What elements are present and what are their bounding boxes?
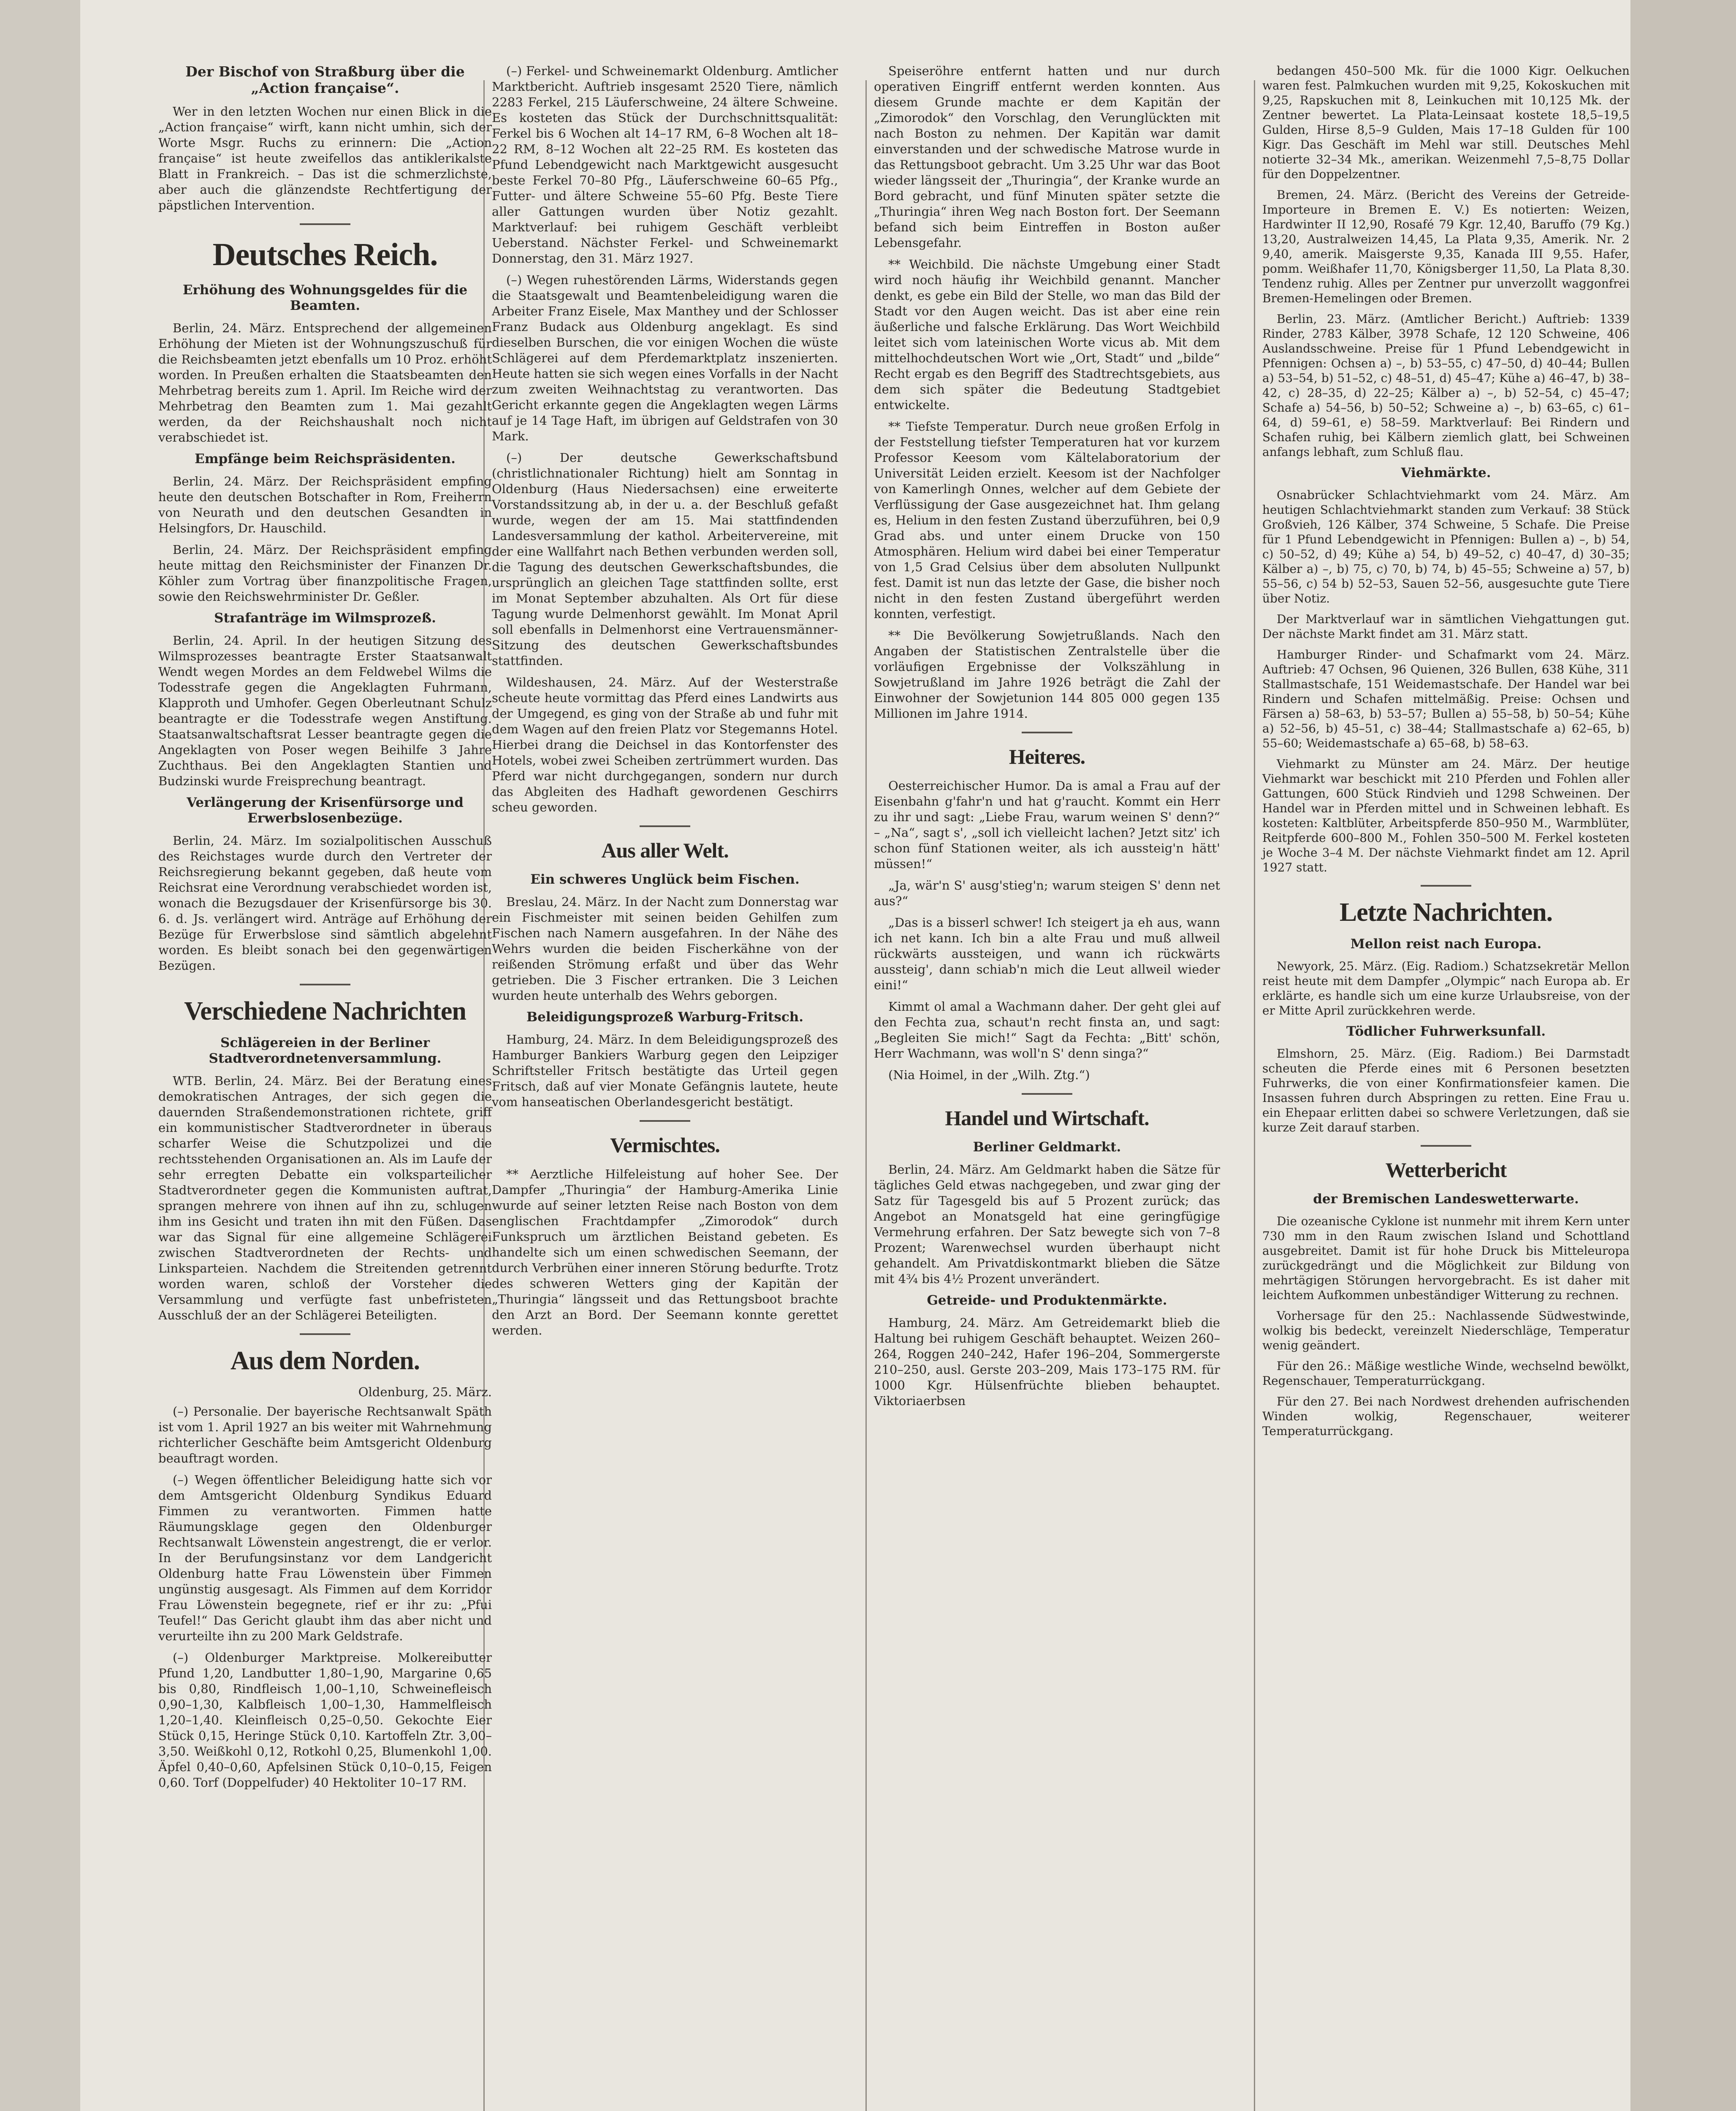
- article-paragraph: „Ja, wär'n S' ausg'stieg'n; warum steigen S' denn net aus?“: [874, 878, 1220, 908]
- section-heading: Letzte Nachrichten.: [1339, 898, 1553, 927]
- article-paragraph: Hamburger Rinder- und Schafmarkt vom 24. März. Auftrieb: 47 Ochsen, 96 Quienen, 326 Bullen, 638 Kühe, 311 Stallmastschafe, 151 Weidemastschafe. Der Handel war bei Rindern und Schafen mittelmäßig. Preise: Ochsen und Färsen a) 58–63, b) 53–57; Bullen a) 55–58, b) 50–54; Kühe a) 52–56, b) 45–51, c) 38–44; Stallmastschafe a) 62–65, b) 55–60; Weidemastschafe a) 65–68, b) 58–63.: [1262, 648, 1630, 750]
- article-paragraph: ** Aerztliche Hilfeleistung auf hoher See. Der Dampfer „Thuringia“ der Hamburg-Amerika Linie wurde auf seiner letzten Reise nach Boston von dem englischen Frachtdampfer „Zimorodok“ durch Funkspruch um ärztlichen Beistand gebeten. Es handelte sich um einen schwedischen Seemann, der durch Verbrühen einer inneren Störung bedurfte. Trotz des schweren Wetters ging der Kapitän der „Thuringia“ längsseit und das Rettungsboot brachte den Arzt an Bord. Der Seemann konnte gerettet werden.: [492, 1167, 838, 1338]
- article-paragraph: Für den 27. Bei nach Nordwest drehenden aufrischenden Winden wolkig, Regenschauer, weiterer Temperaturrückgang.: [1262, 1395, 1630, 1438]
- article-paragraph: (–) Wegen ruhestörenden Lärms, Widerstands gegen die Staatsgewalt und Beamtenbeleidigung waren die Arbeiter Franz Eisele, Max Manthey und der Schlosser Franz Budack aus Oldenburg angeklagt. Es sind dieselben Burschen, die vor einigen Wochen die wüste Schlägerei auf dem Pferdemarktplatz inszenierten. Heute hatten sie sich wegen eines Vorfalls in der Nacht zum zweiten Weihnachtstag zu verantworten. Das Gericht erkannte gegen die Angeklagten wegen Lärms auf je 14 Tage Haft, im übrigen auf Geldstrafen von 30 Mark.: [492, 273, 838, 443]
- article-paragraph: Berlin, 23. März. (Amtlicher Bericht.) Auftrieb: 1339 Rinder, 2783 Kälber, 3978 Schafe, 12 120 Schweine, 406 Auslandsschweine. Preise für 1 Pfund Lebendgewicht in Pfennigen: Ochsen a) –, b) 53–55, c) 47–50, d) 40–44; Bullen a) 53–54, b) 51–52, c) 48–51, d) 45–47; Kühe a) 46–47, b) 38–42, c) 28–35, d) 22–25; Kälber a) –, b) 52–54, c) 45–47; Schafe a) 54–56, b) 50–52; Schweine a) –, b) 63–65, c) 61–64, d) 59–61, e) 58–59. Marktverlauf: Bei Rindern und Schafen ruhig, bei Kälbern ziemlich glatt, bei Schweinen anfangs lebhaft, zum Schluß flau.: [1262, 312, 1630, 459]
- article-paragraph: (–) Oldenburger Marktpreise. Molkereibutter Pfund 1,20, Landbutter 1,80–1,90, Margarine 0,65 bis 0,80, Rindfleisch 1,00–1,10, Schweinefleisch 0,90–1,30, Kalbfleisch 1,00–1,30, Hammelfleisch 1,20–1,40. Kleinfleisch 0,25–0,50. Gekochte Eier Stück 0,15, Heringe Stück 0,10. Kartoffeln Ztr. 3,00–3,50. Weißkohl 0,12, Rotkohl 0,25, Blumenkohl 1,00. Äpfel 0,40–0,60, Apfelsinen Stück 0,10–0,15, Feigen 0,60. Torf (Doppelfuder) 40 Hektoliter 10–17 RM.: [158, 1650, 492, 1790]
- article-paragraph: Berlin, 24. März. Der Reichspräsident empfing heute mittag den Reichsminister der Finanzen Dr. Köhler zum Vortrag über finanzpolitische Fragen, sowie den Reichswehrminister Dr. Geßler.: [158, 543, 492, 604]
- article-paragraph: Wildeshausen, 24. März. Auf der Westerstraße scheute heute vormittag das Pferd eines Landwirts aus der Umgegend, es ging von der Straße ab und fuhr mit dem Wagen auf den freien Platz vor Stegemanns Hotel. Hierbei drang die Deichsel in das Kontorfenster des Hotels, wobei zwei Scheiben zertrümmert wurden. Das Pferd war nicht durchgegangen, sondern nur durch das Abgleiten des Hadhaft gewordenen Geschirrs scheu geworden.: [492, 675, 838, 814]
- article-subheading: Mellon reist nach Europa.: [1350, 936, 1542, 952]
- section-divider: [300, 984, 350, 985]
- article-paragraph: (–) Ferkel- und Schweinemarkt Oldenburg. Amtlicher Marktbericht. Auftrieb insgesamt 2520 Tiere, nämlich 2283 Ferkel, 215 Läuferschweine, 24 ältere Schweine. Es kosteten das Stück der Durchschnittsqualität: Ferkel bis 6 Wochen alt 14–17 RM, 6–8 Wochen alt 18–22 RM, 8–12 Wochen alt 22–25 RM. Es kosteten das Pfund Lebendgewicht nach Marktgewicht ausgesucht beste Ferkel 70–80 Pfg., Läuferschweine 60–65 Pfg., Futter- und ältere Schweine 55–60 Pfg. Beste Tiere aller Gattungen wurden über Notiz gezahlt. Marktverlauf: bei ruhigem Geschäft verbleibt Ueberstand. Nächster Ferkel- und Schweinemarkt Donnerstag, den 31. März 1927.: [492, 64, 838, 266]
- article-paragraph: Berlin, 24. März. Entsprechend der allgemeinen Erhöhung der Mieten ist der Wohnungszuschuß für die Reichsbeamten jetzt ebenfalls um 10 Proz. erhöht worden. In Preußen erhalten die Staatsbeamten den Mehrbetrag bereits zum 1. April. Im Reiche wird der Mehrbetrag den Beamten zum 1. Mai gezahlt werden, da der Reichshaushalt noch nicht verabschiedet ist.: [158, 321, 492, 445]
- column-1: [158, 63, 492, 1796]
- article-paragraph: Newyork, 25. März. (Eig. Radiom.) Schatzsekretär Mellon reist heute mit dem Dampfer „Olympic“ nach Europa ab. Er erklärte, es handle sich um eine kurze Urlaubsreise, von der er Mitte April zurückkehren werde.: [1262, 959, 1630, 1018]
- article-paragraph: Der Marktverlauf war in sämtlichen Viehgattungen gut. Der nächste Markt findet am 31. März statt.: [1262, 612, 1630, 641]
- section-heading: Deutsches Reich.: [212, 237, 438, 272]
- article-paragraph: Berlin, 24. April. In der heutigen Sitzung des Wilmsprozesses beantragte Erster Staatsanwalt Wendt wegen Mordes an dem Feldwebel Wilms die Todesstrafe gegen die Angeklagten Fuhrmann, Klapproth und Umhofer. Gegen Oberleutnant Schulz beantragte er die Todesstrafe wegen Anstiftung. Staatsanwaltschaftsrat Lesser beantragte gegen die Angeklagten von Poser wegen Beihilfe 3 Jahre Zuchthaus. Bei den Angeklagten Stantien und Budzinski wurde Freisprechung beantragt.: [158, 633, 492, 788]
- article-paragraph: Kimmt ol amal a Wachmann daher. Der geht glei auf den Fechta zua, schaut'n recht finsta an, und sagt: „Begleiten Sie mich!“ Sagt da Fechta: „Bitt' schön, Herr Wachmann, was woll'n S' denn singa?“: [874, 999, 1220, 1061]
- left-page-shadow: [0, 0, 80, 2111]
- article-subheading: Getreide- und Produktenmärkte.: [927, 1293, 1167, 1308]
- article-paragraph: (–) Wegen öffentlicher Beleidigung hatte sich vor dem Amtsgericht Oldenburg Syndikus Eduard Fimmen zu verantworten. Fimmen hatte Räumungsklage gegen den Oldenburger Rechtsanwalt Löwenstein angestrengt, die er verlor. In der Berufungsinstanz vor dem Landgericht Oldenburg hatte Frau Löwenstein über Fimmen ungünstig ausgesagt. Als Fimmen auf dem Korridor Frau Löwenstein begegnete, rief er ihr zu: „Pfui Teufel!“ Das Gericht glaubt ihm das aber nicht und verurteilte ihn zu 200 Mark Geldstrafe.: [158, 1473, 492, 1643]
- article-paragraph: WTB. Berlin, 24. März. Bei der Beratung eines demokratischen Antrages, der sich gegen die dauernden Straßendemonstrationen richtete, griff ein kommunistischer Stadtverordneter in überaus scharfer Weise die Schutzpolizei und die rechtsstehenden Organisationen an. Als im Laufe der sehr erregten Debatte ein volksparteilicher Stadtverordneter gegen die Kommunisten auftrat, sprangen mehrere von ihnen auf ihn zu, schlugen ihm ins Gesicht und traten ihn mit den Füßen. Das war das Signal für eine allgemeine Schlägerei zwischen Stadtverordneten der Rechts- und Linksparteien. Nachdem die Streitenden getrennt worden waren, schloß der Vorsteher die Versammlung und verfügte fast unbefristeten Ausschluß der an der Schlägerei Beteiligten.: [158, 1074, 492, 1322]
- article-paragraph: Wer in den letzten Wochen nur einen Blick in die „Action française“ wirft, kann nicht umhin, sich der Worte Msgr. Ruchs zu erinnern: Die „Action française“ ist heute zweifellos das antiklerikalste Blatt in Frankreich. – Das ist die schmerzlichste, aber auch die glänzendste Rechtfertigung der päpstlichen Intervention.: [158, 104, 492, 212]
- article-paragraph: Bremen, 24. März. (Bericht des Vereins der Getreide-Importeure in Bremen E. V.) Es notierten: Weizen, Hardwinter II 12,90, Rosafé 79 Kgr. 12,40, Baruffo (79 Kg.) 13,20, Australweizen 14,45, La Plata 9,35, Amerik. Nr. 2 9,40, amerik. Maisgerste 9,35, Kanada III 9,55. Hafer, pomm. Weißhafer 11,70, Königsberger 11,50, La Plata 8,30. Tendenz ruhig. Alles per Zentner pur unverzollt waggonfrei Bremen-Hemelingen oder Bremen.: [1262, 188, 1630, 305]
- article-paragraph: Berlin, 24. März. Im sozialpolitischen Ausschuß des Reichstages wurde durch den Vertreter der Reichsregierung bekannt gegeben, daß heute vom Reichsrat eine Verordnung verabschiedet worden ist, wonach die Bezugsdauer der Krisenfürsorge bis 30. 6. d. Js. verlängert wird. Anträge auf Erhöhung der Bezüge für Erwerbslose sind sämtlich abgelehnt worden. Es bleibt sonach bei den gegenwärtigen Bezügen.: [158, 833, 492, 973]
- article-paragraph: Osnabrücker Schlachtviehmarkt vom 24. März. Am heutigen Schlachtviehmarkt standen zum Verkauf: 38 Stück Großvieh, 126 Kälber, 374 Schweine, 5 Schafe. Die Preise für 1 Pfund Lebendgewicht in Pfennigen: Bullen a) –, b) 54, c) 50–52, d) 49; Kühe a) 54, b) 49–52, c) 40–47, d) 30–35; Kälber a) –, b) 75, c) 70, b) 74, b) 45–55; Schweine a) 57, b) 55–56, c) 54 b) 52–53, Sauen 52–56, ausgesuchte gute Tiere über Notiz.: [1262, 488, 1630, 605]
- article-paragraph: Hamburg, 24. März. Am Getreidemarkt blieb die Haltung bei ruhigem Geschäft behauptet. Weizen 260–264, Roggen 240–242, Hafer 196–204, Sommergerste 210–250, ausl. Gerste 203–209, Mais 173–175 RM. für 1000 Kgr. Hülsenfrüchte blieben behauptet. Viktoriaerbsen: [874, 1316, 1220, 1408]
- article-subheading: Erhöhung des Wohnungsgeldes für die Beamten.: [182, 282, 468, 313]
- article-paragraph: Berlin, 24. März. Der Reichspräsident empfing heute den deutschen Botschafter in Rom, Freiherrn von Neurath und den deutschen Gesandten in Helsingfors, Dr. Hauschild.: [158, 474, 492, 535]
- article-paragraph: ** Tiefste Temperatur. Durch neue großen Erfolg in der Feststellung tiefster Temperaturen hat vor kurzem Professor Keesom vom Kältelaboratorium der Universität Leiden erzielt. Keesom ist der Nachfolger von Kamerlingh Onnes, welcher auf dem Gebiete der Verflüssigung der Gase ausgezeichnet hat. Ihm gelang es, Helium in den festen Zustand überzuführen, bei 0,9 Grad abs. und unter einem Drucke von 150 Atmosphären. Helium wird dabei bei einer Temperatur von 1,5 Grad Celsius über dem absoluten Nullpunkt fest. Damit ist nun das letzte der Gase, die bisher noch nicht in den festen Zustand übergeführt werden konnten, verfestigt.: [874, 419, 1220, 621]
- article-subheading: Strafanträge im Wilmsprozeß.: [214, 611, 436, 626]
- dateline: Oldenburg, 25. März.: [358, 1385, 492, 1399]
- article-paragraph: Hamburg, 24. März. In dem Beleidigungsprozeß des Hamburger Bankiers Warburg gegen den Leipziger Schriftsteller Fritsch bestätigte das Urteil gegen Fritsch, daß auf vier Monate Gefängnis lautete, heute vom hanseatischen Oberlandesgericht bestätigt.: [492, 1032, 838, 1109]
- article-subheading: Beleidigungsprozeß Warburg-Fritsch.: [526, 1009, 804, 1025]
- article-subheading: Empfänge beim Reichspräsidenten.: [195, 451, 456, 467]
- section-divider: [1421, 1145, 1471, 1147]
- article-subheading: Viehmärkte.: [1401, 465, 1491, 480]
- article-paragraph: Für den 26.: Mäßige westliche Winde, wechselnd bewölkt, Regenschauer, Temperaturrückgang.: [1262, 1359, 1630, 1388]
- article-paragraph: Speiseröhre entfernt hatten und nur durch operativen Eingriff entfernt werden konnten. Aus diesem Grunde machte er dem Kapitän der „Zimorodok“ den Vorschlag, den Verunglückten mit nach Boston zu nehmen. Der Kapitän war damit einverstanden und der schwedische Matrose wurde in das Rettungsboot gebracht. Um 3.25 Uhr war das Boot wieder längsseit der „Thuringia“, der Kranke wurde an Bord gebracht, und fünf Minuten später setzte die „Thuringia“ ihren Weg nach Boston fort. Der Seemann befand sich beim Eintreffen in Boston außer Lebensgefahr.: [874, 64, 1220, 250]
- section-heading: Wetterbericht: [1385, 1158, 1507, 1182]
- section-divider: [1421, 885, 1471, 887]
- section-heading: Vermischtes.: [610, 1133, 720, 1157]
- article-paragraph: (–) Personalie. Der bayerische Rechtsanwalt Späth ist vom 1. April 1927 an bis weiter mit Wahrnehmung richterlicher Geschäfte beim Amtsgericht Oldenburg beauftragt worden.: [158, 1404, 492, 1465]
- article-paragraph: Viehmarkt zu Münster am 24. März. Der heutige Viehmarkt war beschickt mit 210 Pferden und Fohlen aller Gattungen, 600 Stück Rindvieh und 1298 Schweinen. Der Handel war in Pferden mittel und in Schweinen lebhaft. Es kosteten: Kaltblüter, Arbeitspferde 850–950 M., Warmblüter, Reitpferde 600–800 M., Fohlen 350–500 M. Ferkel kosteten je Woche 3–4 M. Der nächste Viehmarkt findet am 12. April 1927 statt.: [1262, 757, 1630, 874]
- section-heading: Aus aller Welt.: [601, 838, 729, 862]
- section-heading: Aus dem Norden.: [230, 1346, 420, 1375]
- section-heading: Verschiedene Nachrichten: [184, 997, 466, 1026]
- section-divider: [1022, 732, 1072, 733]
- section-divider: [300, 1333, 350, 1335]
- section-divider: [640, 1120, 690, 1122]
- article-subheading: Tödlicher Fuhrwerksunfall.: [1346, 1024, 1546, 1039]
- article-subheading: Verlängerung der Krisenfürsorge und Erwerbslosenbezüge.: [187, 795, 464, 826]
- section-divider: [640, 825, 690, 827]
- article-paragraph: (–) Der deutsche Gewerkschaftsbund (christlichnationaler Richtung) hielt am Sonntag in Oldenburg (Haus Niedersachsen) eine erweiterte Vorstandssitzung ab, in der u. a. der Beschluß gefaßt wurde, wegen der am 15. Mai stattfindenden Landesversammlung der kathol. Arbeitervereine, mit der eine Wallfahrt nach Bethen verbunden werden soll, die Tagung des deutschen Gewerkschaftsbundes, die ursprünglich an gleichen Tage stattfinden sollte, erst im Monat September abzuhalten. Als Ort für diese Tagung wurde Delmenhorst gewählt. Im Monat April soll ebenfalls in Delmenhorst eine Vertrauensmänner-Sitzung des deutschen Gewerkschaftsbundes stattfinden.: [492, 450, 838, 668]
- column-4: [1262, 63, 1630, 1444]
- article-paragraph: Vorhersage für den 25.: Nachlassende Südwestwinde, wolkig bis bedeckt, vereinzelt Niederschläge, Temperatur wenig geändert.: [1262, 1309, 1630, 1352]
- section-divider: [300, 223, 350, 225]
- article-paragraph: „Das is a bisserl schwer! Ich steigert ja eh aus, wann ich net kann. Ich bin a alte Frau und muß allweil rückwärts aussteigen, und wann ich rückwärts aussteig', dann schiab'n mich die Leut allweil wieder eini!“: [874, 915, 1220, 992]
- article-subheading: Berliner Geldmarkt.: [973, 1140, 1121, 1155]
- article-subheading: Schlägereien in der Berliner Stadtverordnetenversammlung.: [209, 1035, 442, 1066]
- article-paragraph: (Nia Hoimel, in der „Wilh. Ztg.“): [888, 1068, 1090, 1082]
- section-divider: [1022, 1093, 1072, 1095]
- article-subheading: Ein schweres Unglück beim Fischen.: [530, 872, 800, 887]
- column-3: [874, 63, 1220, 1415]
- article-paragraph: Berlin, 24. März. Am Geldmarkt haben die Sätze für tägliches Geld etwas nachgegeben, und zwar ging der Satz für Tagesgeld bis auf 5 Prozent zurück; das Angebot an Monatsgeld hat eine geringfügige Vermehrung erfahren. Der Satz bewegte sich von 7–8 Prozent; Warenwechsel wurden überhaupt nicht gehandelt. Am Privatdiskontmarkt blieben die Sätze mit 4¾ bis 4½ Prozent unverändert.: [874, 1162, 1220, 1286]
- article-headline: Der Bischof von Straßburg über die „Action française“.: [185, 63, 465, 96]
- article-paragraph: ** Die Bevölkerung Sowjetrußlands. Nach den Angaben der Statistischen Zentralstelle über die vorläufigen Ergebnisse der Volkszählung in Sowjetrußland im Jahre 1926 beträgt die Zahl der Einwohner der Sowjetunion 144 805 000 gegen 135 Millionen im Jahre 1914.: [874, 628, 1220, 721]
- article-paragraph: bedangen 450–500 Mk. für die 1000 Kigr. Oelkuchen waren fest. Palmkuchen wurden mit 9,25, Kokoskuchen mit 9,25, Rapskuchen mit 8, Leinkuchen mit 10,125 Mk. der Zentner bewertet. La Plata-Leinsaat kostete 18,5–19,5 Gulden, Hirse 8,5–9 Gulden, Mais 17–18 Gulden für 100 Kigr. Das Geschäft im Mehl war still. Deutsches Mehl notierte 32–34 Mk., amerikan. Weizenmehl 7,5–8,75 Dollar für den Doppelzentner.: [1262, 64, 1630, 181]
- article-subheading: der Bremischen Landeswetterwarte.: [1313, 1191, 1579, 1207]
- column-2: [492, 63, 838, 1344]
- right-page-shadow: [1630, 0, 1736, 2111]
- section-heading: Handel und Wirtschaft.: [945, 1106, 1149, 1130]
- article-paragraph: Breslau, 24. März. In der Nacht zum Donnerstag war ein Fischmeister mit seinen beiden Gehilfen zum Fischen nach Namern ausgefahren. In der Nähe des Wehrs wurden die beiden Fischerkähne von der reißenden Strömung erfaßt und über das Wehr getrieben. Die 3 Fischer ertranken. Die 3 Leichen wurden heute unterhalb des Wehrs geborgen.: [492, 895, 838, 1003]
- column-rule: [865, 80, 867, 2111]
- article-paragraph: ** Weichbild. Die nächste Umgebung einer Stadt wird noch häufig ihr Weichbild genannt. Mancher denkt, es gebe ein Bild der Stelle, wo man das Bild der Stadt vor den Augen weicht. Das ist aber eine rein äußerliche und falsche Erklärung. Das Wort Weichbild leitet sich vom lateinischen Worte vicus ab. Mit dem mittelhochdeutschen Wort wie „Ort, Stadt“ und „bilde“ Recht ergab es den Begriff des Stadtrechtsgebiets, aus dem sich später die Bedeutung Stadtgebiet entwickelte.: [874, 257, 1220, 412]
- article-paragraph: Elmshorn, 25. März. (Eig. Radiom.) Bei Darmstadt scheuten die Pferde eines mit 6 Personen besetzten Fuhrwerks, die von einer Konfirmationsfeier kamen. Die Insassen fuhren durch Abspringen zu retten. Eine Frau u. ein Ehepaar erlitten dabei so schwere Verletzungen, daß sie kurze Zeit darauf starben.: [1262, 1047, 1630, 1134]
- column-rule: [1254, 80, 1255, 2111]
- section-heading: Heiteres.: [1009, 745, 1085, 768]
- article-paragraph: Die ozeanische Cyklone ist nunmehr mit ihrem Kern unter 730 mm in den Raum zwischen Island und Schottland ausgebreitet. Damit ist für hohe Druck bis Mitteleuropa zurückgedrängt und die Möglichkeit zur Bildung von mehrtägigen Störungen hervorgebracht. Es ist daher mit leichtem Aufkommen unbeständiger Witterung zu rechnen.: [1262, 1214, 1630, 1302]
- article-paragraph: Oesterreichischer Humor. Da is amal a Frau auf der Eisenbahn g'fahr'n und hat g'raucht. Kommt ein Herr zu ihr und sagt: „Liebe Frau, warum weinen S' denn?“ – „Na“, sagt s', „soll ich vielleicht lachen? Jetzt sitz' ich schon fünf Stationen weiter, als ich aussteig'n hätt' müssen!“: [874, 779, 1220, 871]
